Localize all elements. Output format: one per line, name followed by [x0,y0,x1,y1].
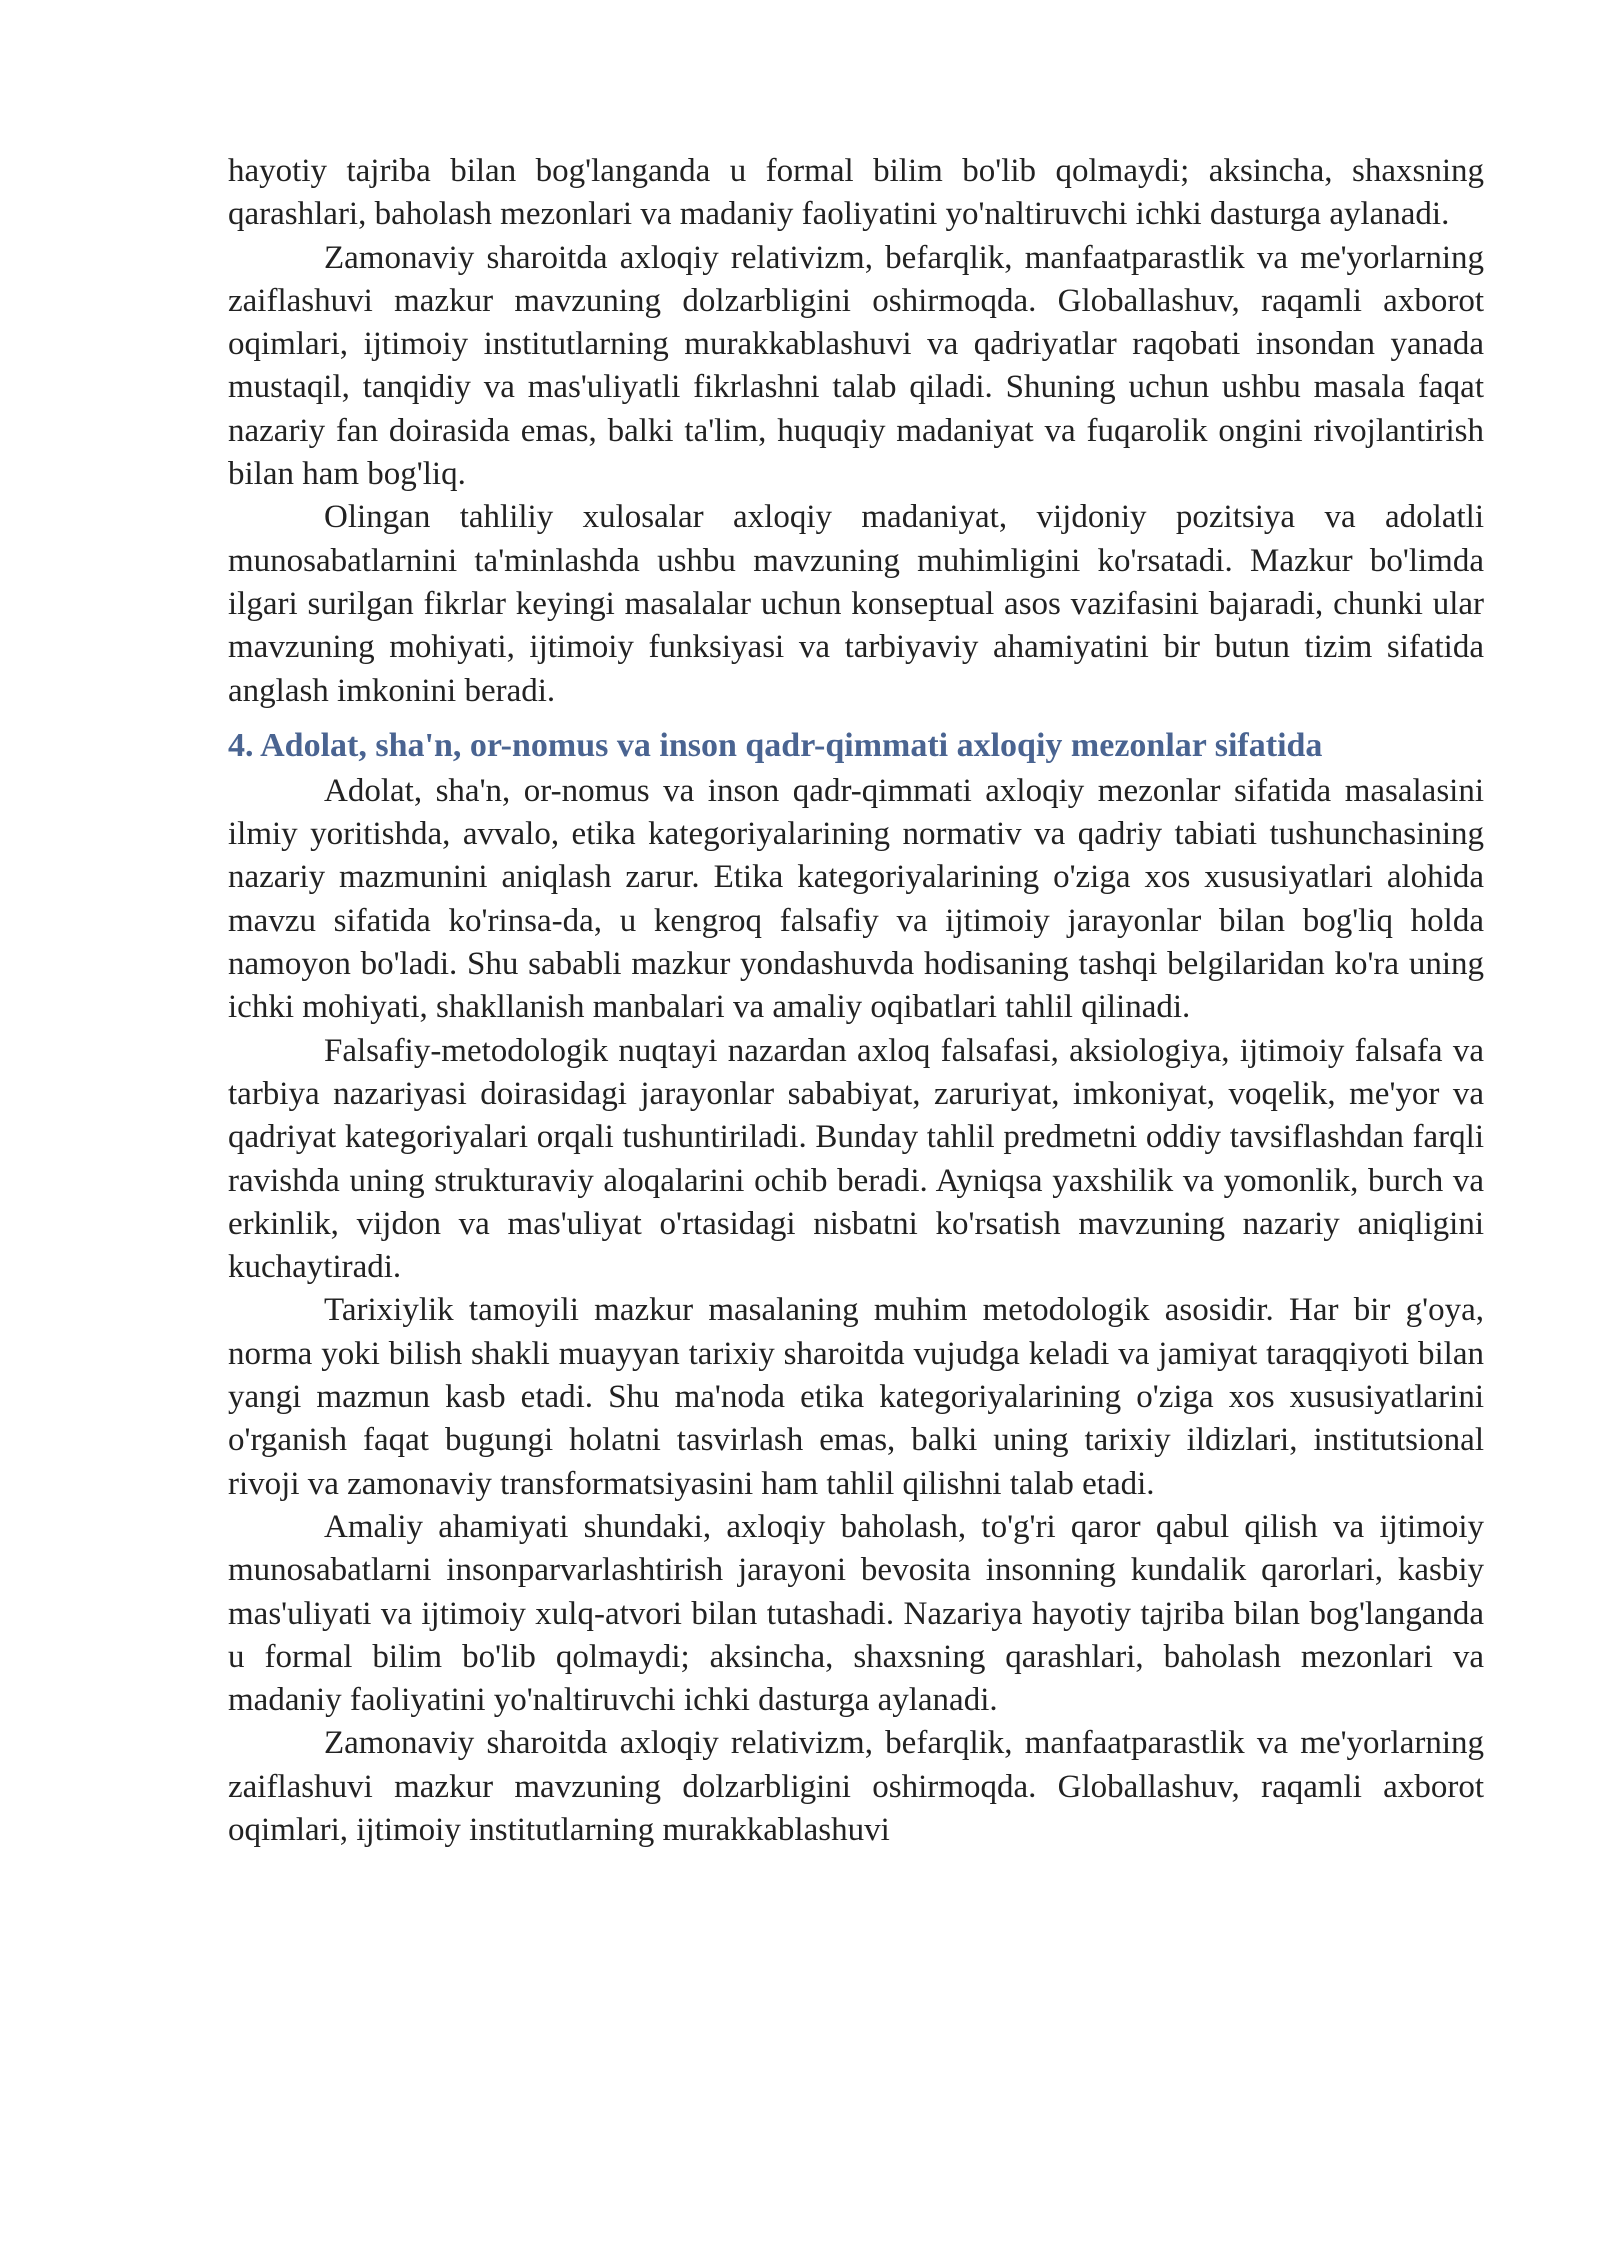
paragraph-practical-significance: Amaliy ahamiyati shundaki, axloqiy baholash, to'g'ri qaror qabul qilish va ijtimoiy munosabatlarni insonparvarlashtirish jarayoni bevosita insonning kundalik qarorlari, kasbiy mas'uliyati va ijtimoiy xulq-atvori bilan tutashadi. Nazariya hayotiy tajriba bilan bog'langanda u formal bilim bo'lib qolmaydi; aksincha, shaxsning qarashlari, baholash mezonlari va madaniy faoliyatini yo'naltiruvchi ichki dasturga aylanadi. [228,1508,1484,1719]
document-page [228,150,1484,1852]
paragraph-modern-conditions: Zamonaviy sharoitda axloqiy relativizm, befarqlik, manfaatparastlik va me'yorlarning zaiflashuvi mazkur mavzuning dolzarbligini oshirmoqda. Globallashuv, raqamli axborot oqimlari, ijtimoiy institutlarning murakkablashuvi [228,1725,1484,1848]
paragraph-relevance: Zamonaviy sharoitda axloqiy relativizm, befarqlik, manfaatparastlik va me'yorlarning zaiflashuvi mazkur mavzuning dolzarbligini oshirmoqda. Globallashuv, raqamli axborot oqimlari, ijtimoiy institutlarning murakkablashuvi va qadriyatlar raqobati insondan yanada mustaqil, tanqidiy va mas'uliyatli fikrlashni talab qiladi. Shuning uchun ushbu masala faqat nazariy fan doirasida emas, balki ta'lim, huquqiy madaniyat va fuqarolik ongini rivojlantirish bilan ham bog'liq. [228,239,1484,493]
paragraph-continued: hayotiy tajriba bilan bog'langanda u formal bilim bo'lib qolmaydi; aksincha, shaxsning qarashlari, baholash mezonlari va madaniy faoliyatini yo'naltiruvchi ichki dasturga aylanadi. [228,153,1484,233]
paragraph-historicism: Tarixiylik tamoyili mazkur masalaning muhim metodologik asosidir. Har bir g'oya, norma yoki bilish shakli muayyan tarixiy sharoitda vujudga keladi va jamiyat taraqqiyoti bilan yangi mazmun kasb etadi. Shu ma'noda etika kategoriyalarining o'ziga xos xususiyatlarini o'rganish faqat bugungi holatni tasvirlash emas, balki uning tarixiy ildizlari, institutsional rivoji va zamonaviy transformatsiyasini ham tahlil qilishni talab etadi. [228,1292,1484,1502]
paragraph-methodology: Falsafiy-metodologik nuqtayi nazardan axloq falsafasi, aksiologiya, ijtimoiy falsafa va tarbiya nazariyasi doirasidagi jarayonlar sababiyat, zaruriyat, imkoniyat, voqelik, me'yor va qadriyat kategoriyalari orqali tushuntiriladi. Bunday tahlil predmetni oddiy tavsiflashdan farqli ravishda uning strukturaviy aloqalarini ochib beradi. Ayniqsa yaxshilik va yomonlik, burch va erkinlik, vijdon va mas'uliyat o'rtasidagi nisbatni ko'rsatish mavzuning nazariy aniqligini kuchaytiradi. [228,1032,1484,1286]
paragraph-introduction: Adolat, sha'n, or-nomus va inson qadr-qimmati axloqiy mezonlar sifatida masalasini ilmiy yoritishda, avvalo, etika kategoriyalarining normativ va qadriy tabiati tushunchasining nazariy mazmunini aniqlash zarur. Etika kategoriyalarining o'ziga xos xususiyatlari alohida mavzu sifatida ko'rinsa-da, u kengroq falsafiy va ijtimoiy jarayonlar bilan bog'liq holda namoyon bo'ladi. Shu sababli mazkur yondashuvda hodisaning tashqi belgilaridan ko'ra uning ichki mohiyati, shakllanish manbalari va amaliy oqibatlari tahlil qilinadi. [228,772,1484,1026]
section-heading: 4. Adolat, sha'n, or-nomus va inson qadr-qimmati axloqiy mezonlar sifatida [228,726,1323,764]
paragraph-conclusions: Olingan tahliliy xulosalar axloqiy madaniyat, vijdoniy pozitsiya va adolatli munosabatlarnini ta'minlashda ushbu mavzuning muhimligini ko'rsatadi. Mazkur bo'limda ilgari surilgan fikrlar keyingi masalalar uchun konseptual asos vazifasini bajaradi, chunki ular mavzuning mohiyati, ijtimoiy funksiyasi va tarbiyaviy ahamiyatini bir butun tizim sifatida anglash imkonini beradi. [228,499,1484,709]
